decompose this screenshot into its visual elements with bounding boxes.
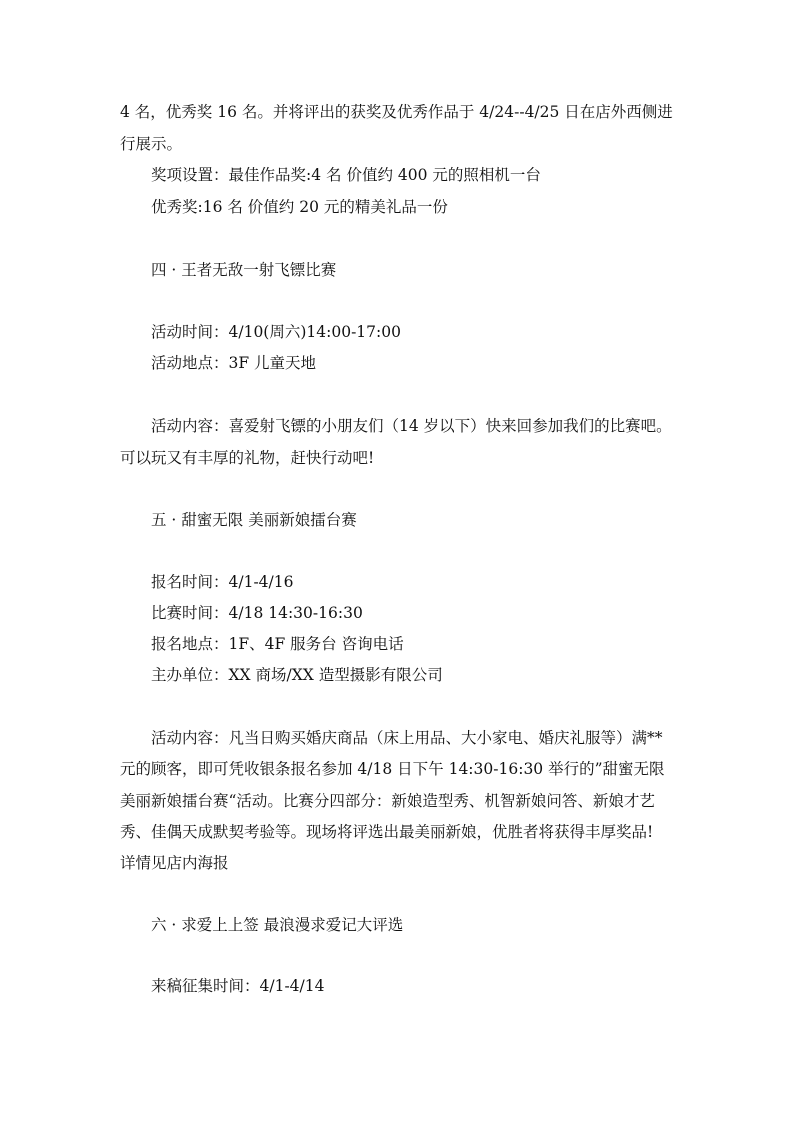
section3-desc-line1: 4 名，优秀奖 16 名。并将评出的获奖及优秀作品于 4/24--4/25 日在店外西侧进 — [120, 103, 673, 121]
section5-title: 五 · 甜蜜无限 美丽新娘擂台赛 — [151, 511, 357, 529]
section4-content-line1: 活动内容：喜爱射飞镖的小朋友们（14 岁以下）快来回参加我们的比赛吧。 — [151, 417, 672, 435]
section5-content-line2: 元的顾客，即可凭收银条报名参加 4/18 日下午 14:30-16:30 举行的”甜蜜无限 — [120, 760, 665, 778]
section4-content-line2: 可以玩又有丰厚的礼物，赶快行动吧! — [120, 449, 375, 467]
section5-content-line5: 详情见店内海报 — [120, 854, 229, 872]
section4-title: 四 · 王者无敌一射飞镖比赛 — [151, 261, 337, 279]
section3-prize-best: 奖项设置：最佳作品奖:4 名 价值约 400 元的照相机一台 — [151, 166, 541, 184]
section5-signup-place: 报名地点：1F、4F 服务台 咨询电话 — [151, 635, 404, 653]
section6-collect-time: 来稿征集时间：4/1-4/14 — [151, 977, 325, 995]
section5-match-time: 比赛时间：4/18 14:30-16:30 — [151, 604, 363, 622]
section3-prize-excellent: 优秀奖:16 名 价值约 20 元的精美礼品一份 — [151, 198, 448, 216]
section5-signup-time: 报名时间：4/1-4/16 — [151, 573, 294, 591]
section5-organizer: 主办单位：XX 商场/XX 造型摄影有限公司 — [151, 666, 443, 684]
section6-title: 六 · 求爱上上签 最浪漫求爱记大评选 — [151, 916, 404, 934]
section3-desc-line2: 行展示。 — [120, 135, 183, 153]
section4-time: 活动时间：4/10(周六)14:00-17:00 — [151, 323, 401, 341]
section5-content-line3: 美丽新娘擂台赛“活动。比赛分四部分：新娘造型秀、机智新娘问答、新娘才艺 — [120, 792, 655, 810]
section5-content-line4: 秀、佳偶天成默契考验等。现场将评选出最美丽新娘，优胜者将获得丰厚奖品! — [120, 823, 654, 841]
section5-content-line1: 活动内容：凡当日购买婚庆商品（床上用品、大小家电、婚庆礼服等）满** — [151, 729, 663, 747]
section4-place: 活动地点：3F 儿童天地 — [151, 354, 317, 372]
